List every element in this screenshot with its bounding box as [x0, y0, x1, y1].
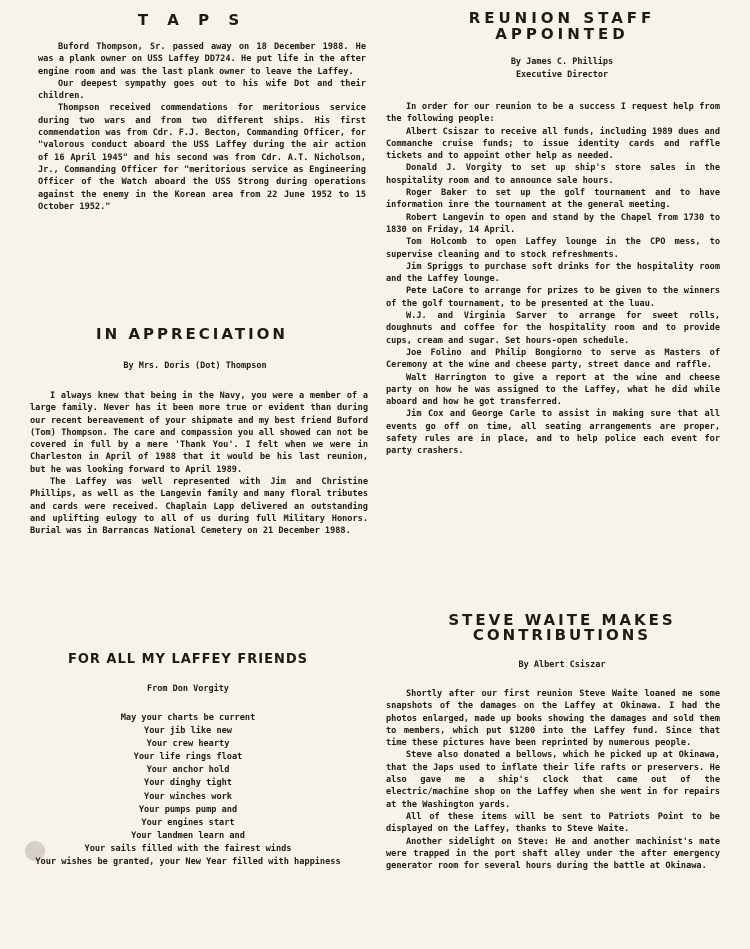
reunion-paragraph: Joe Folino and Philip Bongiorno to serve as Masters of Ceremony at the wine and cheese party, street dance and raffle.	[386, 347, 720, 371]
steve-article	[386, 688, 720, 872]
steve-paragraph: Another sidelight on Steve: He and another machinist's mate were trapped in the port shaft alley under the after emergency generator room for several hours during the battle at Okinawa.	[386, 836, 720, 872]
reunion-paragraph: Robert Langevin to open and stand by the Chapel from 1730 to 1830 on Friday, 14 April.	[386, 212, 720, 235]
reunion-paragraph: Donald J. Vorgity to set up ship's store sales in the hospitality room and to announce sale hours.	[386, 163, 720, 186]
reunion-paragraph: Albert Csiszar to receive all funds, including 1989 dues and Commanche cruise funds; to issue identity cards and raffle tickets and to appoint other help as needed.	[386, 126, 720, 162]
poem-line: Your anchor hold	[146, 765, 230, 776]
reunion-paragraph: Jim Cox and George Carle to assist in making sure that all events go off on time, all seating arrangements are proper, safety rules are in place, and to help police each event for party crashers.	[386, 409, 720, 457]
poem-line: Your life rings float	[133, 752, 243, 763]
reunion-paragraph: W.J. and Virginia Sarver to arrange for sweet rolls, doughnuts and coffee for the hospitality room and to provide cups, cream and sugar. Set hours-open schedule.	[386, 311, 720, 346]
appreciation-paragraph: The Laffey was well represented with Jim and Christine Phillips, as well as the Langevin family and many floral tributes and cards were received. Chaplain Lapp delivered an outstanding and uplifting eulogy to all of us during full Military Honors. Burial was in Barrancas National Cemetery on 21 December 1988.	[30, 477, 368, 537]
taps-title: T A P S	[137, 11, 247, 29]
reunion-title-line2: APPOINTED	[495, 25, 629, 43]
steve-title-line2: CONTRIBUTIONS	[472, 626, 652, 644]
appreciation-article	[30, 390, 368, 538]
reunion-title-line1: REUNION STAFF	[468, 9, 656, 27]
poem-line: Your crew hearty	[146, 739, 230, 750]
poem-line: Your wishes be granted, your New Year filled with happiness	[35, 857, 341, 868]
poem-lines	[12, 712, 364, 869]
reunion-paragraph: Pete LaCore to arrange for prizes to be given to the winners of the golf tournament, to be presented at the luau.	[386, 286, 720, 309]
reunion-paragraph: Tom Holcomb to open Laffey lounge in the CPO mess, to supervise cleaning and to stock refreshments.	[386, 237, 720, 260]
taps-paragraph: Thompson received commendations for meritorious service during two wars and from two different ships. His first commendation was from Cdr. F.J. Becton, Commanding Officer, for "valorous conduct aboard the USS Laffey during the air action of 16 April 1945" and his second was from Cdr. A.T. Nicholson, Jr., Commanding Officer for "meritorious service as Engineering Officer of the Watch aboard the USS Strong during operations against the enemy in the Korean area from 22 June 1952 to 15 October 1952."	[38, 103, 366, 212]
poem-line: Your jib like new	[144, 726, 232, 737]
left-column	[12, 0, 368, 868]
reunion-byline-role: Executive Director	[515, 70, 609, 80]
reunion-byline: By James C. Phillips	[510, 57, 614, 67]
poem-line: May your charts be current	[120, 713, 256, 723]
reunion-paragraph: Roger Baker to set up the golf tournament and to have information inre the tournament at the general meeting.	[386, 188, 720, 211]
taps-article	[38, 41, 366, 213]
appreciation-byline: By Mrs. Doris (Dot) Thompson	[123, 361, 267, 371]
poem-line: Your landmen learn and	[131, 830, 245, 841]
poem-title: FOR ALL MY LAFFEY FRIENDS	[67, 652, 309, 667]
poem-byline: From Don Vorgity	[147, 684, 229, 694]
steve-paragraph: Steve also donated a bellows, which he picked up at Okinawa, that the Japs used to inflate their life rafts or preservers. He also gave me a ship's clock that came out of the electric/machine shop on the Laffey when she went in for repairs at the Washington yards.	[386, 750, 720, 810]
poem-line: Your winches work	[144, 791, 232, 802]
reunion-paragraph: Walt Harrington to give a report at the wine and cheese party on how he was assigned to the Laffey, what he did while aboard and how he got transferred.	[386, 372, 720, 408]
poem-line: Your sails filled with the fairest winds	[84, 843, 292, 854]
reunion-article	[386, 101, 720, 458]
appreciation-title: IN APPRECIATION	[96, 325, 288, 343]
steve-byline: By Albert Csiszar	[518, 660, 606, 670]
steve-paragraph: All of these items will be sent to Patriots Point to be displayed on the Laffey, thanks to Steve Waite.	[386, 811, 720, 835]
poem-line: Your pumps pump and	[138, 804, 238, 815]
poem-line: Your engines start	[141, 817, 235, 828]
taps-paragraph: Our deepest sympathy goes out to his wife Dot and their children.	[38, 78, 366, 102]
reunion-paragraph: Jim Spriggs to purchase soft drinks for the hospitality room and the Laffey lounge.	[386, 261, 720, 285]
appreciation-paragraph: I always knew that being in the Navy, you were a member of a large family. Never has it been more true or evident than during our recent bereavement of your shipmate and my best friend Buford (Tom) Thompson. The care and compassion you all showed can not be covered in full by a mere 'Thank You'. I felt when we were in Charleston in April of 1988 that it would be his last reunion, but he was looking forward to April 1989.	[30, 391, 368, 475]
steve-paragraph: Shortly after our first reunion Steve Waite loaned me some snapshots of the damages on the Laffey at Okinawa. I had the photos enlarged, made up books showing the damages and sold them to members, which put $1200 into the Laffey fund. Since that time these pictures have been reprinted by numerous people.	[386, 689, 720, 749]
steve-title-line1: STEVE WAITE MAKES	[448, 611, 676, 629]
poem-line: Your dinghy tight	[144, 778, 232, 789]
reunion-paragraph: In order for our reunion to be a success I request help from the following people:	[386, 102, 720, 125]
taps-paragraph: Buford Thompson, Sr. passed away on 18 December 1988. He was a plank owner on USS Laffey DD724. He put life in the after engine room and was the last plank owner to leave the Laffey.	[38, 42, 366, 77]
